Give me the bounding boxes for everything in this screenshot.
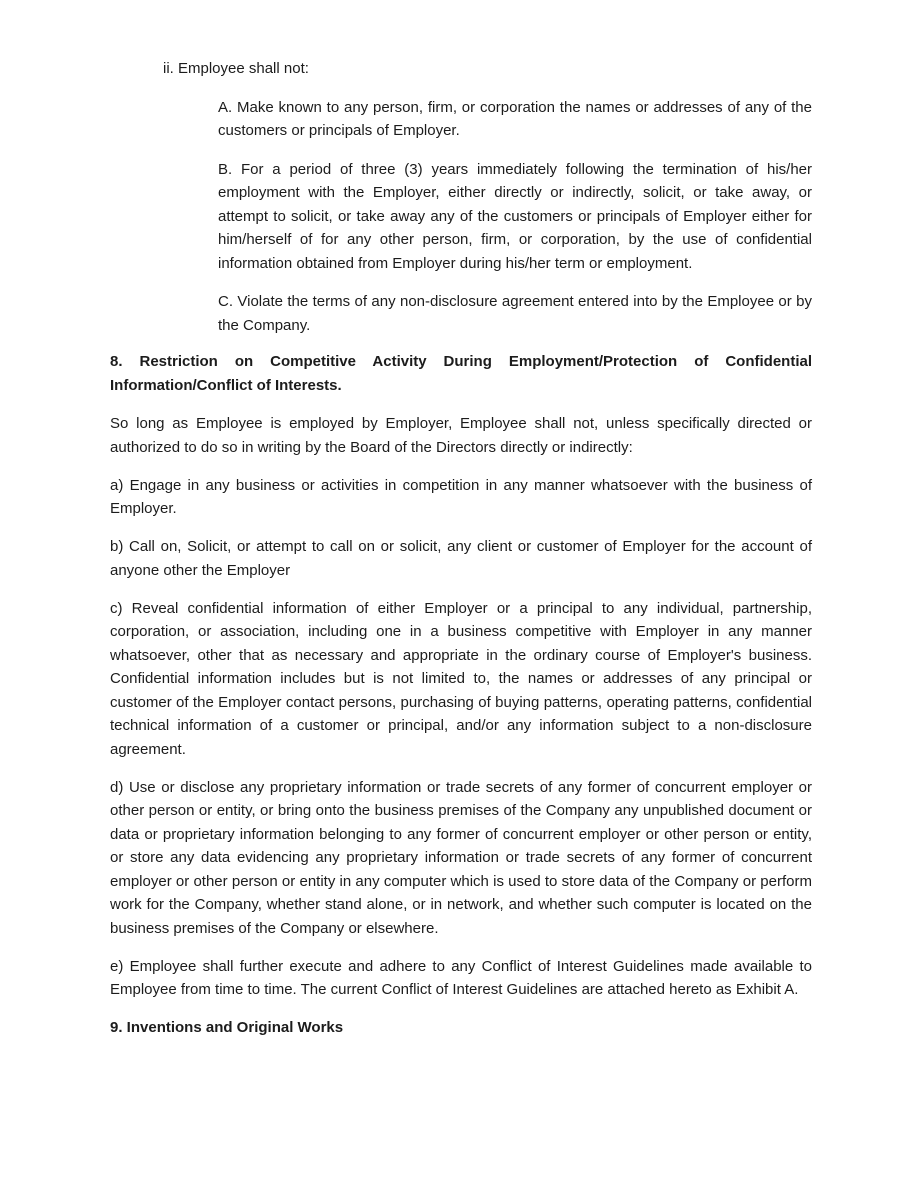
subclause-b: B. For a period of three (3) years immediately following the termination of his/her employment with the Employer, either directly or indirectly, solicit, or take away, or attempt to solicit, or take away any of the customers or principals of Employer either for him/herself of for any other person, firm, or corporation, by the use of confidential information obtained from Employer during his/her term or employment.	[218, 160, 812, 272]
section-8-point-a: a) Engage in any business or activities in competition in any manner whatsoever with the business of Employer.	[110, 476, 812, 517]
section-8-point-c: c) Reveal confidential information of either Employer or a principal to any individual, partnership, corporation, or association, including one in a business competitive with Employer in any manner whatsoever, other that as necessary and appropriate in the ordinary course of Employer's business. Confidential information includes but is not limited to, the names or addresses of any principal or customer of the Employer contact persons, purchasing of buying patterns, operating patterns, confidential technical information of a customer or principal, and/or any information subject to a non-disclosure agreement.	[110, 599, 812, 758]
section-9-heading: 9. Inventions and Original Works	[110, 1019, 344, 1036]
section-8-point-b: b) Call on, Solicit, or attempt to call on or solicit, any client or customer of Employer for the account of anyone other the Employer	[110, 538, 812, 579]
spacer	[110, 337, 812, 350]
clause-ii-subitems	[218, 96, 812, 338]
clause-ii-intro: ii. Employee shall not:	[163, 60, 309, 77]
section-8-intro: So long as Employee is employed by Employer, Employee shall not, unless specifically directed or authorized to do so in writing by the Board of the Directors directly or indirectly:	[110, 415, 812, 456]
subclause-a: A. Make known to any person, firm, or corporation the names or addresses of any of the customers or principals of Employer.	[218, 98, 812, 139]
section-8-point-e: e) Employee shall further execute and adhere to any Conflict of Interest Guidelines made available to Employee from time to time. The current Conflict of Interest Guidelines are attached hereto as Exhibit A.	[110, 957, 812, 998]
section-8-heading: 8. Restriction on Competitive Activity During Employment/Protection of Confidential Information/Conflict of Interests.	[110, 353, 812, 394]
section-8-point-d: d) Use or disclose any proprietary information or trade secrets of any former of concurrent employer or other person or entity, or bring onto the business premises of the Company any unpublished document or data or proprietary information belonging to any former of concurrent employer or other person or entity, or store any data evidencing any proprietary information or trade secrets of any former of concurrent employer or other person or entity in any computer which is used to store data of the Company or perform work for the Company, whether stand alone, or in network, and whether such computer is located on the business premises of the Company or elsewhere.	[110, 778, 812, 937]
subclause-c: C. Violate the terms of any non-disclosure agreement entered into by the Employee or by the Company.	[218, 293, 812, 334]
